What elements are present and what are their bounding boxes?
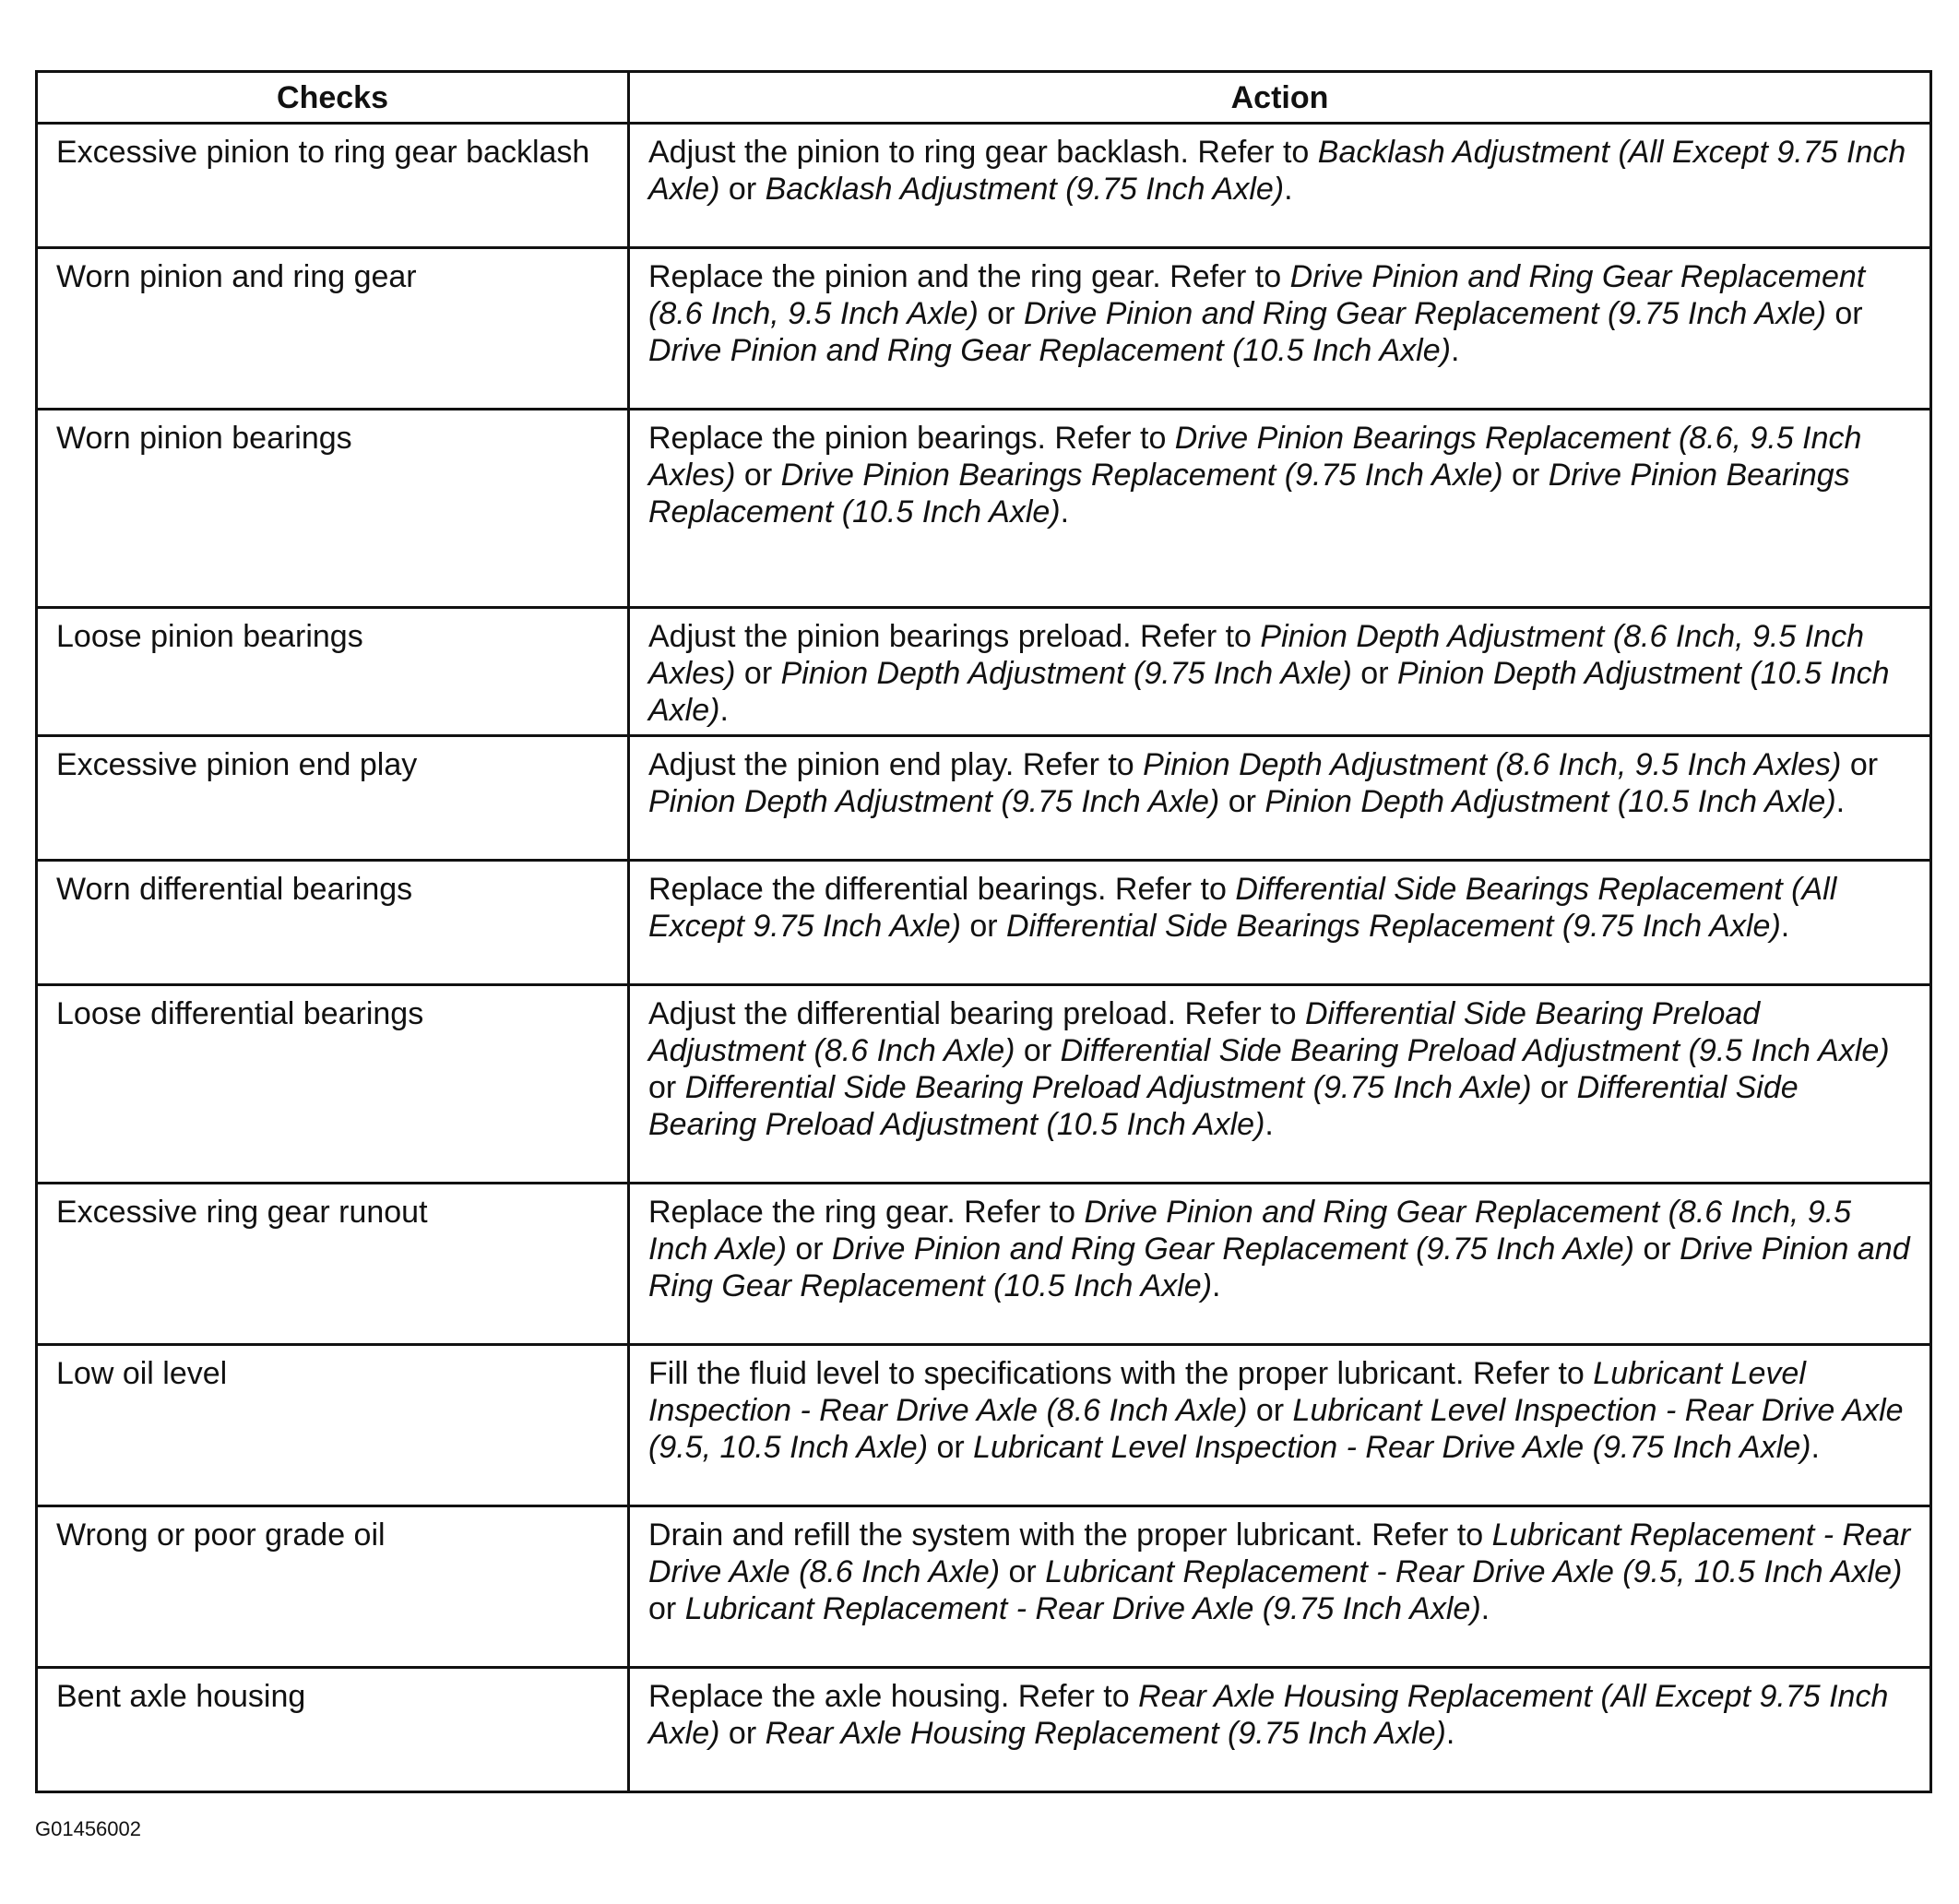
action-text: Adjust the pinion bearings preload. Refer to xyxy=(648,619,1261,654)
action-text: . xyxy=(1060,494,1070,530)
action-cell xyxy=(629,248,1931,410)
action-text: Adjust the pinion end play. Refer to xyxy=(648,747,1144,782)
procedure-reference: Pinion Depth Adjustment (9.75 Inch Axle) xyxy=(648,784,1220,819)
procedure-reference: Lubricant Level Inspection - Rear Drive Axle (9.5, 10.5 Inch Axle) xyxy=(648,1393,1904,1465)
procedure-reference: Lubricant Replacement - Rear Drive Axle (9.75 Inch Axle) xyxy=(684,1591,1481,1626)
action-text: or xyxy=(978,296,1024,331)
procedure-reference: Drive Pinion and Ring Gear Replacement (10.5 Inch Axle) xyxy=(648,1232,1910,1303)
check-cell: Wrong or poor grade oil xyxy=(37,1506,629,1668)
check-cell: Bent axle housing xyxy=(37,1668,629,1792)
check-cell: Worn pinion bearings xyxy=(37,410,629,608)
table-row xyxy=(37,1184,1931,1345)
table-row xyxy=(37,1506,1931,1668)
table-row xyxy=(37,861,1931,985)
table-row xyxy=(37,410,1931,608)
action-text: or xyxy=(719,172,766,207)
action-text: . xyxy=(1264,1107,1274,1142)
procedure-reference: Drive Pinion and Ring Gear Replacement (10.5 Inch Axle) xyxy=(648,333,1451,368)
action-text: . xyxy=(1284,172,1293,207)
action-text: . xyxy=(1212,1268,1221,1303)
action-cell xyxy=(629,1506,1931,1668)
action-text: Replace the pinion bearings. Refer to xyxy=(648,421,1175,456)
action-text: Adjust the pinion to ring gear backlash. Refer to xyxy=(648,135,1318,170)
action-text: or xyxy=(1000,1554,1046,1589)
procedure-reference: Differential Side Bearing Preload Adjustment (9.75 Inch Axle) xyxy=(684,1070,1532,1105)
action-text: Adjust the differential bearing preload. Refer to xyxy=(648,996,1305,1031)
procedure-reference: Backlash Adjustment (9.75 Inch Axle) xyxy=(765,172,1285,207)
check-cell: Excessive pinion end play xyxy=(37,736,629,861)
action-text: or xyxy=(960,909,1007,944)
check-cell: Low oil level xyxy=(37,1345,629,1506)
check-cell: Excessive ring gear runout xyxy=(37,1184,629,1345)
procedure-reference: Lubricant Replacement - Rear Drive Axle (9.5, 10.5 Inch Axle) xyxy=(1045,1554,1903,1589)
procedure-reference: Lubricant Level Inspection - Rear Drive Axle (9.75 Inch Axle) xyxy=(973,1430,1811,1465)
action-text: . xyxy=(1480,1591,1490,1626)
action-text: . xyxy=(1780,909,1790,944)
procedure-reference: Pinion Depth Adjustment (8.6 Inch, 9.5 Inch Axles) xyxy=(648,619,1864,691)
procedure-reference: Differential Side Bearing Preload Adjustment (9.5 Inch Axle) xyxy=(1060,1033,1890,1068)
action-text: . xyxy=(719,693,729,728)
action-text: or xyxy=(1825,296,1863,331)
check-cell: Loose differential bearings xyxy=(37,985,629,1184)
procedure-reference: Differential Side Bearings Replacement (9.75 Inch Axle) xyxy=(1006,909,1781,944)
action-text: or xyxy=(648,1591,685,1626)
procedure-reference: Drive Pinion and Ring Gear Replacement (8.6 Inch, 9.5 Inch Axle) xyxy=(648,1195,1852,1267)
procedure-reference: Pinion Depth Adjustment (8.6 Inch, 9.5 Inch Axles) xyxy=(1143,747,1842,782)
table-row xyxy=(37,985,1931,1184)
procedure-reference: Pinion Depth Adjustment (10.5 Inch Axle) xyxy=(648,656,1890,728)
procedure-reference: Lubricant Level Inspection - Rear Drive Axle (8.6 Inch Axle) xyxy=(648,1356,1806,1428)
procedure-reference: Drive Pinion Bearings Replacement (10.5 Inch Axle) xyxy=(648,458,1850,530)
table-row xyxy=(37,1345,1931,1506)
procedure-reference: Differential Side Bearing Preload Adjustment (10.5 Inch Axle) xyxy=(648,1070,1799,1142)
procedure-reference: Differential Side Bearings Replacement (All Except 9.75 Inch Axle) xyxy=(648,872,1837,944)
action-cell xyxy=(629,1184,1931,1345)
action-text: . xyxy=(1445,1716,1455,1751)
action-text: or xyxy=(1015,1033,1061,1068)
diagnostic-table xyxy=(35,70,1932,1793)
action-text: or xyxy=(648,1070,685,1105)
action-text: Replace the axle housing. Refer to xyxy=(648,1679,1139,1714)
action-text: or xyxy=(1634,1232,1680,1267)
check-cell: Loose pinion bearings xyxy=(37,608,629,736)
action-text: or xyxy=(735,458,781,493)
procedure-reference: Backlash Adjustment (All Except 9.75 Inch Axle) xyxy=(648,135,1906,207)
action-cell xyxy=(629,410,1931,608)
procedure-reference: Drive Pinion and Ring Gear Replacement (8.6 Inch, 9.5 Inch Axle) xyxy=(648,259,1866,331)
procedure-reference: Rear Axle Housing Replacement (All Except 9.75 Inch Axle) xyxy=(648,1679,1889,1751)
procedure-reference: Drive Pinion and Ring Gear Replacement (9.75 Inch Axle) xyxy=(1023,296,1826,331)
action-text: or xyxy=(1502,458,1549,493)
procedure-reference: Differential Side Bearing Preload Adjustment (8.6 Inch Axle) xyxy=(648,996,1761,1068)
action-cell xyxy=(629,124,1931,248)
table-row xyxy=(37,248,1931,410)
procedure-reference: Drive Pinion Bearings Replacement (9.75 Inch Axle) xyxy=(780,458,1503,493)
header-row xyxy=(37,72,1931,124)
procedure-reference: Pinion Depth Adjustment (9.75 Inch Axle) xyxy=(780,656,1352,691)
action-text: or xyxy=(735,656,781,691)
action-text: or xyxy=(1247,1393,1293,1428)
action-text: Replace the differential bearings. Refer to xyxy=(648,872,1236,907)
table-row xyxy=(37,1668,1931,1792)
action-text: . xyxy=(1811,1430,1820,1465)
action-text: Replace the ring gear. Refer to xyxy=(648,1195,1085,1230)
check-cell: Worn pinion and ring gear xyxy=(37,248,629,410)
figure-id: G01456002 xyxy=(35,1817,141,1840)
action-cell xyxy=(629,1668,1931,1792)
procedure-reference: Lubricant Replacement - Rear Drive Axle (8.6 Inch Axle) xyxy=(648,1517,1911,1589)
action-text: or xyxy=(1531,1070,1577,1105)
action-text: Drain and refill the system with the proper lubricant. Refer to xyxy=(648,1517,1492,1553)
column-header-action: Action xyxy=(629,72,1931,124)
action-cell xyxy=(629,608,1931,736)
action-text: . xyxy=(1450,333,1460,368)
action-text: or xyxy=(786,1232,833,1267)
action-text: . xyxy=(1835,784,1846,819)
check-cell: Excessive pinion to ring gear backlash xyxy=(37,124,629,248)
action-text: Fill the fluid level to specifications with the proper lubricant. Refer to xyxy=(648,1356,1594,1391)
check-cell: Worn differential bearings xyxy=(37,861,629,985)
action-text: or xyxy=(1841,747,1879,782)
column-header-checks: Checks xyxy=(37,72,629,124)
action-text: or xyxy=(1219,784,1265,819)
table-row xyxy=(37,124,1931,248)
procedure-reference: Drive Pinion and Ring Gear Replacement (9.75 Inch Axle) xyxy=(832,1232,1635,1267)
table-row xyxy=(37,608,1931,736)
table-row xyxy=(37,736,1931,861)
action-cell xyxy=(629,985,1931,1184)
action-text: or xyxy=(1351,656,1397,691)
procedure-reference: Rear Axle Housing Replacement (9.75 Inch Axle) xyxy=(765,1716,1446,1751)
action-text: or xyxy=(928,1430,974,1465)
procedure-reference: Pinion Depth Adjustment (10.5 Inch Axle) xyxy=(1264,784,1836,819)
procedure-reference: Drive Pinion Bearings Replacement (8.6, 9.5 Inch Axles) xyxy=(648,421,1862,493)
action-text: Replace the pinion and the ring gear. Refer to xyxy=(648,259,1290,294)
action-cell xyxy=(629,1345,1931,1506)
action-cell xyxy=(629,736,1931,861)
action-cell xyxy=(629,861,1931,985)
action-text: or xyxy=(719,1716,766,1751)
table-body xyxy=(37,124,1931,1792)
